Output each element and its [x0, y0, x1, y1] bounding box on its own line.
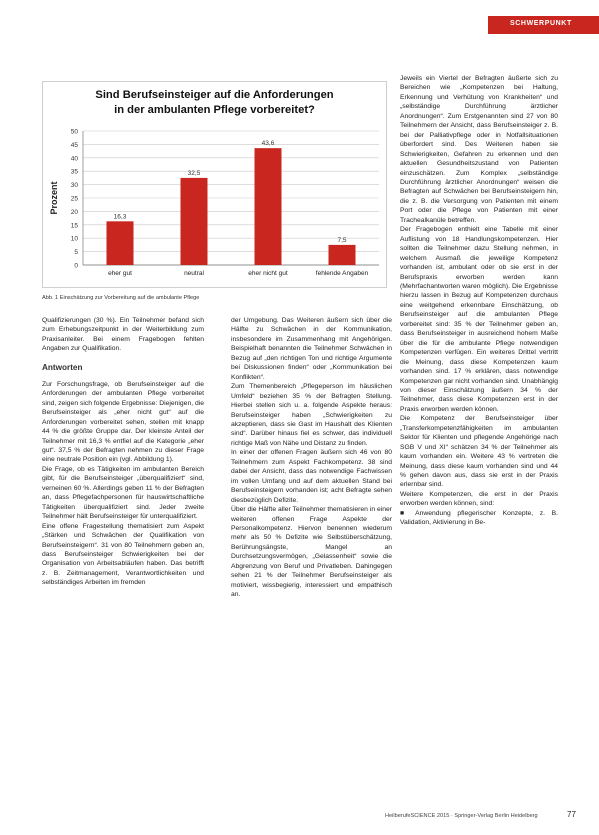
paragraph: Die Kompetenz der Berufseinsteiger über „Transferkompetenzfähigkeiten im ambulanten Sektor für Klienten und pflegende Angehörige nach SGB V und XI“ schätzen 34 % der Teilnehmer als kaum vorhanden ein. Weitere 43 % vertreten die Meinung, dass diese kaum vorhanden sind und 44 % gehen davon aus, dass sie erst in der Praxis erlernbar sind. — [400, 415, 558, 489]
data-label: 43,6 — [261, 140, 275, 148]
y-axis-label: Prozent — [49, 181, 59, 215]
paragraph: Qualifizierungen (30 %). Ein Teilnehmer befand sich zum Erhebungszeitpunkt in der Weiterbildung zum Praxisanleiter. Bei einem Fragebogen fehlten Angaben zur Qualifikation. — [42, 317, 204, 353]
bar — [181, 178, 208, 265]
data-label: 7,5 — [337, 236, 347, 244]
section-label: SCHWERPUNKT — [510, 20, 572, 27]
paragraph: der Umgebung. Das Weiteren äußern sich über die Hälfte zu Schwächen in der Kommunikation, insbesondere im Zusammenhang mit Angehörigen. Beispielhaft benannten die Teilnehmer Schwächen in Bezug auf „den richtigen Ton und richtige Argumente bei Diskussionen finden“ oder „Kommunikation bei Konflikten“. — [231, 317, 392, 381]
paragraph: In einer der offenen Fragen äußern sich 46 von 80 Teilnehmern zum Aspekt Fachkompetenz. 38 sind dabei der Ansicht, dass das notwendige Fachwissen im vollen Umfang und auf dem aktuellen Stand bei Berufseinsteigern vorhanden ist; acht Befragte sehen diesbezüglich Defizite. — [231, 449, 392, 504]
figure-caption: Abb. 1 Einschätzung zur Vorbereitung auf die ambulante Pflege — [42, 295, 200, 301]
y-tick-label: 5 — [74, 249, 78, 257]
chart-title-line: in der ambulanten Pflege vorbereitet? — [114, 104, 315, 116]
y-tick-label: 35 — [70, 168, 78, 176]
footer-journal: HeilberufeSCIENCE 2015 · Springer-Verlag Berlin Heidelberg — [385, 813, 538, 819]
paragraph: Zum Themenbereich „Pflegeperson im häuslichen Umfeld“ beziehen 35 % der Befragten Stellung. Hierbei stellen sich u. a. folgende Aspekte heraus: Berufseinsteiger haben „Schwierigkeiten zu akzeptieren, dass sie Gast im Haushalt des Klienten sind“. Darüber hinaus fiel es schwer, das individuell richtige Maß von Nähe und Distanz zu finden. — [231, 383, 392, 447]
section-heading: Antworten — [42, 362, 83, 372]
bar — [107, 221, 134, 265]
y-tick-label: 15 — [70, 222, 78, 230]
paragraph: Über die Hälfte aller Teilnehmer thematisieren in einer weiteren offenen Frage Aspekte der Personalkompetenz. Hiervon benennen wiederum mehr als 50 % Defizite wie Selbstüberschätzung, Berührungsängste, Mangel an Durchsetzungsvermögen, „Gelassenheit“ sowie die Abgrenzung von Beruf und Privatleben. Dahingegen sehen 21 % der Teilnehmer Berufseinsteiger als motiviert, wissbegierig, interessiert und empathisch an. — [231, 506, 392, 599]
y-tick-label: 0 — [74, 262, 78, 270]
text-column-2 — [231, 316, 392, 600]
chart-title-line: Sind Berufseinsteiger auf die Anforderungen — [95, 89, 334, 101]
data-label: 16,3 — [113, 213, 127, 221]
page-number: 77 — [567, 810, 576, 819]
paragraph: Die Frage, ob es Tätigkeiten im ambulanten Bereich gibt, für die Berufseinsteiger „überqualifiziert“ sind, verneinen 60 %. Allerdings geben 11 % der Befragten an, dass Pflegefachpersonen für hauswirtschaftliche Tätigkeiten überqualifiziert sind. Jeder zweite Teilnehmer hält Berufseinsteiger für unterqualifiziert. — [42, 465, 204, 521]
y-tick-label: 20 — [70, 208, 78, 216]
y-tick-label: 45 — [70, 141, 78, 149]
paragraph: Eine offene Fragestellung thematisiert zum Aspekt „Stärken und Schwächen der Qualifikation von Berufseinsteigern“. 31 von 80 Teilnehmern geben an, dass Berufseinsteiger Schwierigkeiten bei der Organisation von Arbeitsabläufen haben. Das betrifft z. B. Zeitmanagement, Verantwortlichkeiten und selbständiges Arbeiten im fremden — [42, 522, 204, 587]
chart-figure — [42, 81, 387, 288]
category-label: eher gut — [108, 270, 132, 277]
y-tick-label: 10 — [70, 235, 78, 243]
bar — [329, 245, 356, 265]
category-label: neutral — [184, 270, 204, 277]
text-column-1 — [42, 316, 204, 588]
y-tick-label: 50 — [70, 128, 78, 136]
list-item: ■ Anwendung pflegerischer Konzepte, z. B. Validation, Aktivierung in Be- — [400, 509, 558, 527]
y-tick-label: 40 — [70, 155, 78, 163]
bar-chart — [43, 82, 386, 287]
data-label: 32,5 — [187, 169, 201, 177]
paragraph: Zur Forschungsfrage, ob Berufseinsteiger auf die Anforderungen der ambulanten Pflege vorbereitet sind, zeigen sich folgende Ergebnisse: Diejenigen, die Berufseinsteiger als „eher nicht gut“ auf die Anforderungen vorbereitet sehen, stellen mit knapp 44 % die größte Gruppe dar. Der kleinste Anteil der Teilnehmer mit 16,3 % entfiel auf die Kategorie „eher gut“. 37,5 % der Befragten nehmen zu dieser Frage eine neutrale Position ein (vgl. Abbildung 1). — [42, 380, 204, 464]
y-tick-label: 25 — [70, 195, 78, 203]
y-tick-label: 30 — [70, 182, 78, 190]
paragraph: Weitere Kompetenzen, die erst in der Praxis erworben werden können, sind: — [400, 490, 558, 508]
paragraph: Der Fragebogen enthielt eine Tabelle mit einer Auflistung von 18 Handlungskompetenzen. Hier sollten die Teilnehmer dazu Stellung nehmen, in welchem Ausmaß die jeweilige Kompetenz vorhanden ist, ambulant oder ob sie erst in der Berufspraxis erworben werden kann (Mehrfachantworten waren möglich). Die Ergebnisse hierzu lassen in Bezug auf Kompetenzen durchaus eine weitgehend erkennbare Einschätzung, ob Berufseinsteiger auf die ambulanten Pflege vorbereitet sind: 35 % der Teilnehmer geben an, dass Berufseinsteiger in ausreichend hohem Maße über die für die ambulante Pflege notwendigen Kompetenzen verfügen. Ein weiteres Drittel vertritt die Meinung, dass diese Kompetenzen kaum vorhanden sind. 17 % erklären, dass notwendige Kompetenzen gar nicht vorhanden sind. Unabhängig von dieser Einschätzung äußern 34 % der Teilnehmer, dass diese Kompetenzen erst in der Praxis erworben werden können. — [400, 226, 558, 413]
category-label: eher nicht gut — [248, 270, 288, 277]
bar — [255, 148, 282, 265]
text-column-3 — [400, 74, 558, 528]
paragraph: Jeweils ein Viertel der Befragten äußerte sich zu Bereichen wie „Kompetenzen bei Haltung, Erkennung und Verhütung von Krankheiten“ und „selbständige Durchführung ärztlicher Anordnungen“. Zum Erstgenannten sind 27 von 80 Teilnehmern der Ansicht, dass Berufseinsteiger z. B. bei der Palliativpflege oder in Notfallsituationen überfordert sind. Des Weiteren haben sie Schwierigkeiten, Gefahren zu erkennen und den aktuellen Gesundheitszustand von Patienten einzuschätzen. Zum Komplex „selbständige Durchführung ärztlicher Anordnungen“ weisen die Befragten auf Schwächen bei Berufseinsteigern hin, die z. B. die Versorgung von Patienten mit einem Port oder die Pflege von Patienten mit einer Trachealkanüle betreffen. — [400, 75, 558, 224]
category-label: fehlende Angaben — [315, 270, 369, 277]
